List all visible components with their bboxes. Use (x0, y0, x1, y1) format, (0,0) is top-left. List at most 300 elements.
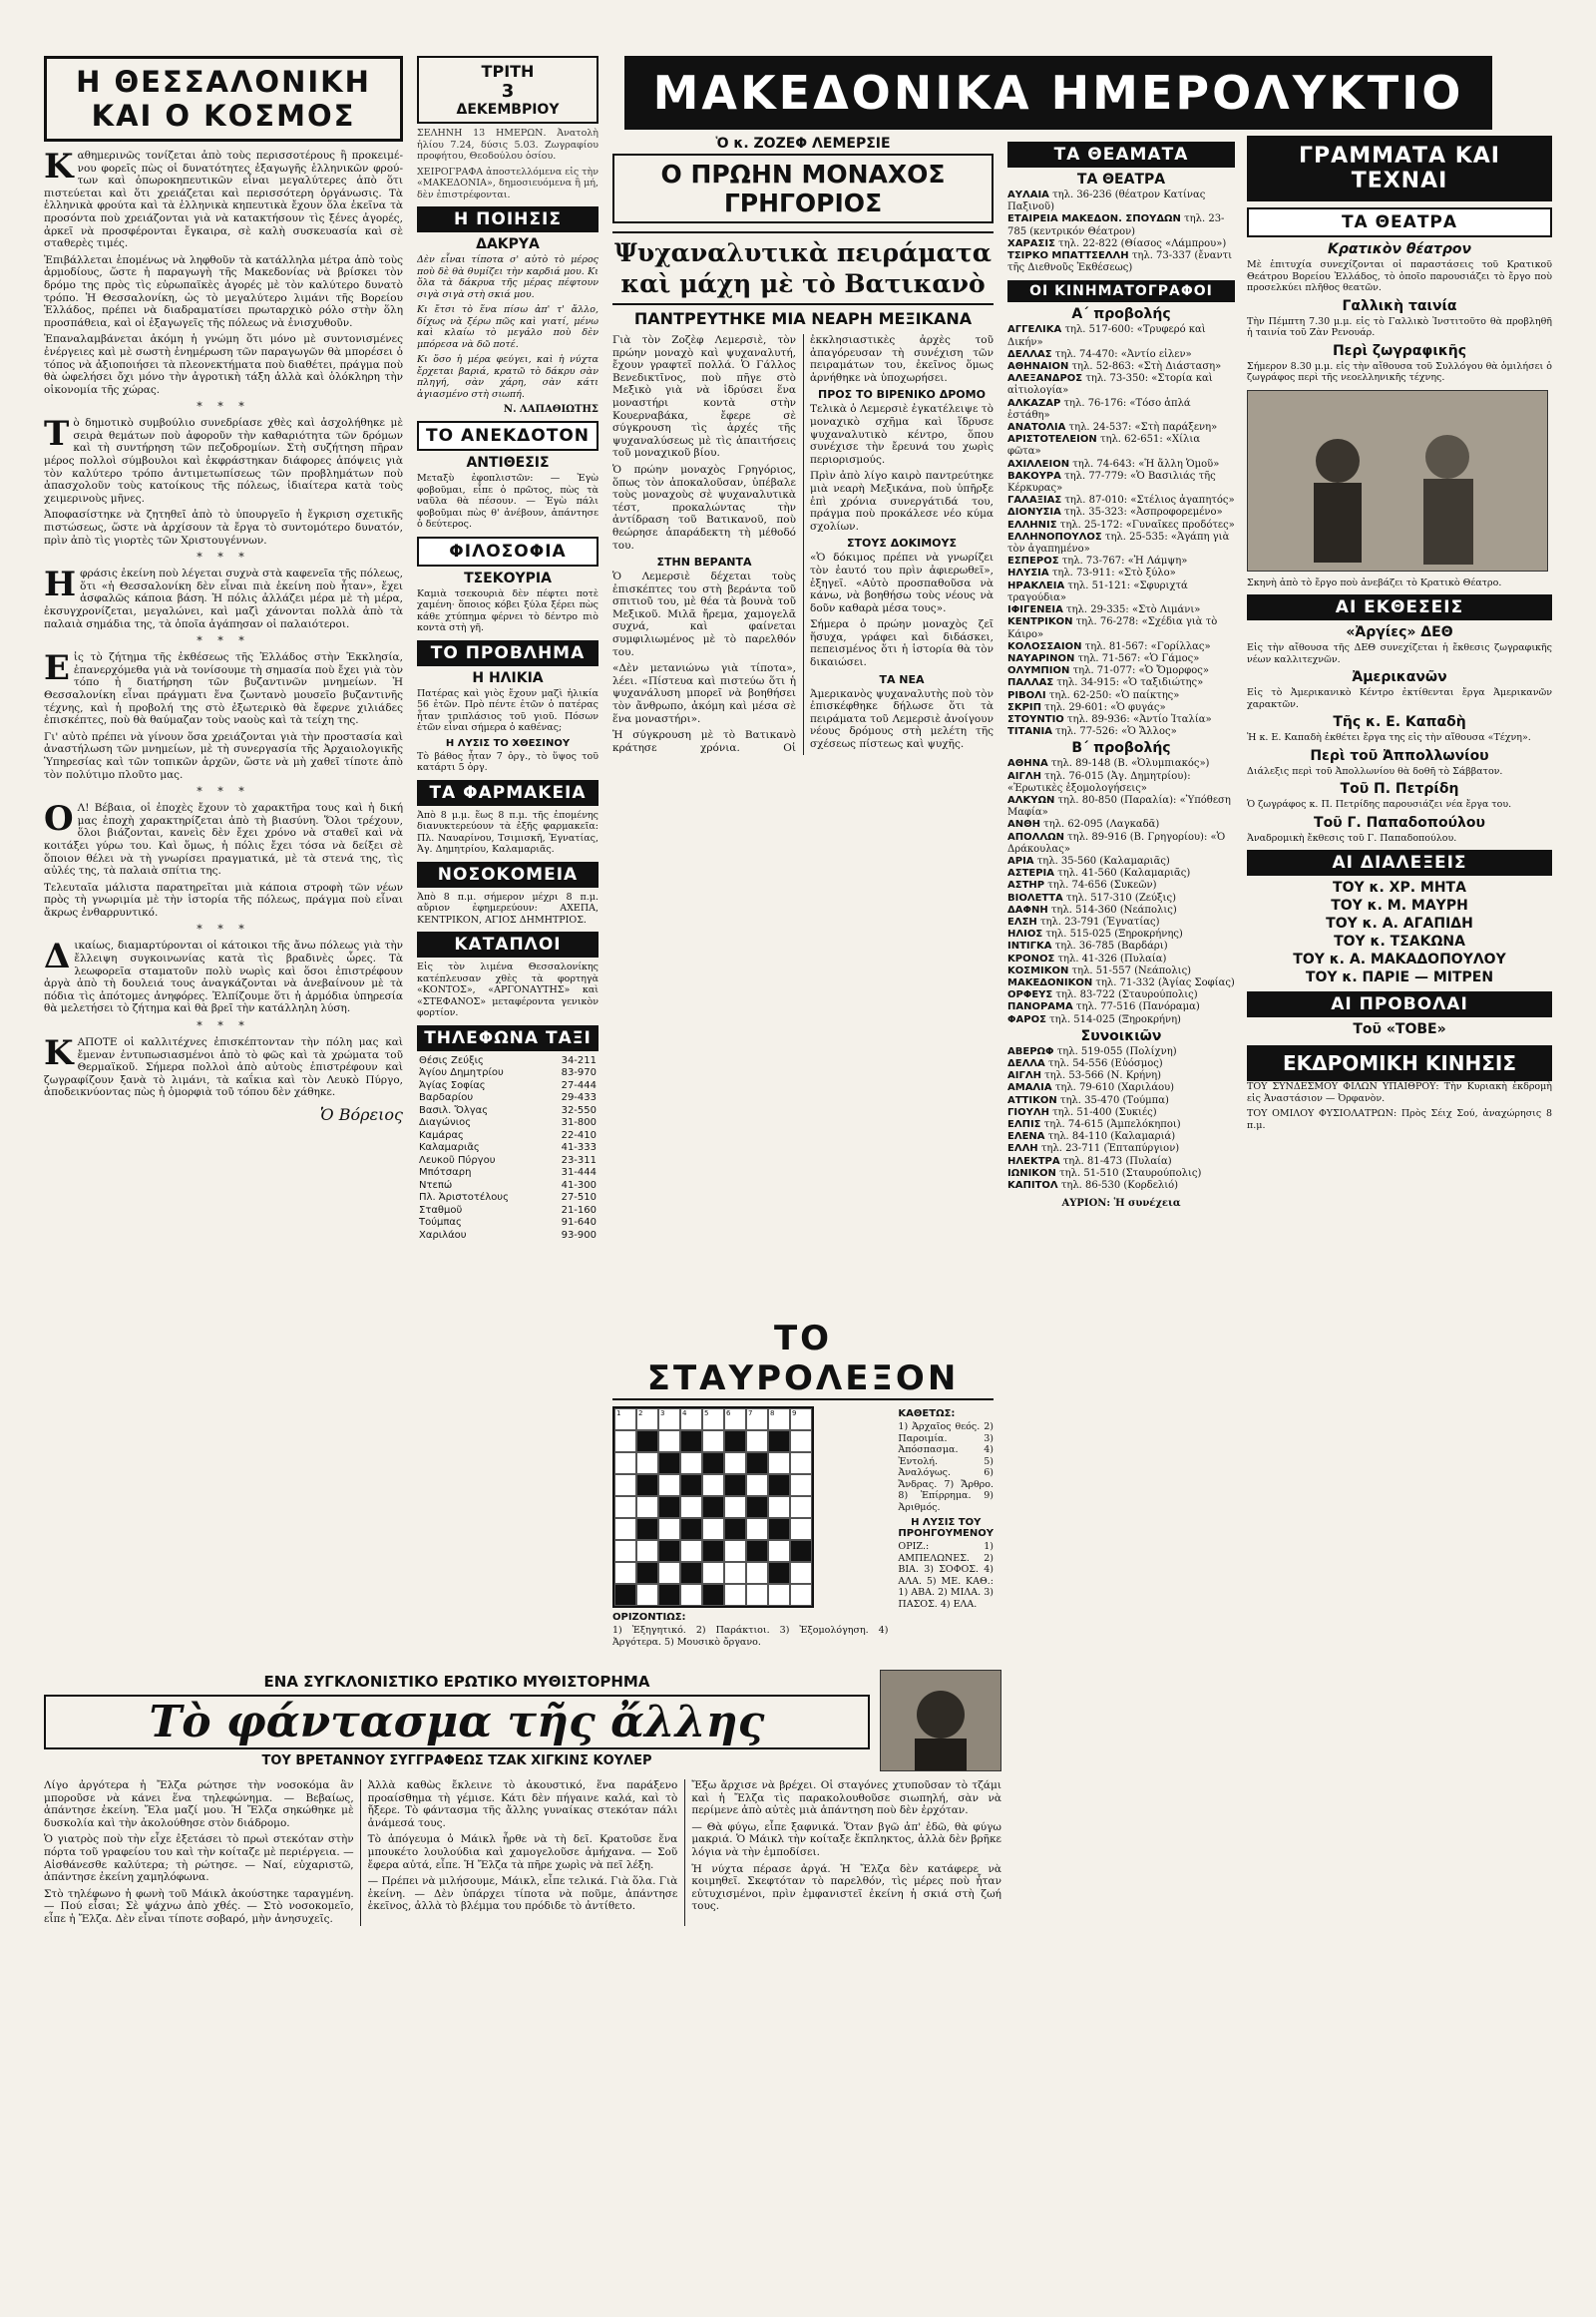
cinema-listing-details: τηλ. 77-779: «Ὁ Βασιλιάς τῆς Κέρκυρας» (1007, 470, 1216, 495)
taxi-stand-number: 27-444 (561, 1079, 597, 1091)
arts-photo (1247, 390, 1548, 572)
crossword-cell[interactable] (680, 1408, 702, 1430)
lead-body: Γιὰ τὸν Ζοζὲφ Λεμερσιὲ, τὸν πρώην μοναχὸ καὶ ψυχαναλυτή, ἔχουν γραφτεῖ πολλά. Ὁ Γάλλος Βενεδικτῖνος, ποὺ πῆγε στὸ Μεξικὸ γιὰ νὰ ἱδρύσει ἕνα μοναστήρι κοντὰ στὴν Κουερναβάκα, ἔφερε σὲ σύγκρουση τὶς ἀρχές τῆς ψυχαναλύσεως μὲ τὶς ἀπαιτήσεις τοῦ μοναχικοῦ βίου. Ὁ πρώην μοναχὸς Γρηγόριος, ὅπως τὸν ἀποκαλοῦσαν, ὑπέβαλε τοὺς μοναχοὺς σὲ ψυχαναλυτικὰ τέστ, προκαλώντας τὴν ἀντίδραση τοῦ Βατικανοῦ, ποὺ θεώρησε ἀπαράδεκτη τὴ μέθοδό του. ΣΤΗΝ ΒΕΡΑΝΤΑ Ὁ Λεμερσιὲ δέχεται τοὺς ἐπισκέπτες του στὴ βεράντα τοῦ σπιτιοῦ του, μὲ θέα τὰ βουνὰ τοῦ Μεξικοῦ. Μιλᾶ ἤρεμα, χαμογελᾶ συχνά, καὶ φαίνεται συμφιλιωμένος μὲ τὸ παρελθόν του. «Δὲν μετανιώνω γιὰ τίποτα», λέει. «Πίστευα καὶ πιστεύω ὅτι ἡ ψυχανάλυση μπορεῖ νὰ βοηθήσει τὸν ἄνθρωπο, ἀκόμη καὶ μέσα σὲ ἕνα μοναστήρι». Ἡ σύγκρουση μὲ τὸ Βατικανὸ κράτησε χρόνια. Οἱ ἐκκλησιαστικὲς ἀρχὲς τοῦ ἀπαγόρευσαν τὴ συνέχιση τῶν πειραμάτων του, ἐκεῖνος ὅμως ἀρνήθηκε νὰ ὑποχωρήσει. ΠΡΟΣ ΤΟ ΒΙΡΕΝΙΚΟ ΔΡΟΜΟ Τελικὰ ὁ Λεμερσιὲ ἐγκατέλειψε τὸ μοναχικὸ σχῆμα καὶ ἵδρυσε ψυχαναλυτικὸ κέντρο, ὅπου συνέχισε τὴν ἔρευνά του χωρὶς περιορισμούς. Πρὶν ἀπὸ λίγο καιρὸ παντρεύτηκε μιὰ νεαρὴ Μεξικάνα, ποὺ ὑπῆρξε ἐπὶ χρόνια συνεργάτιδά του, πράγμα ποὺ προκάλεσε νέο κύμα σχολίων. ΣΤΟΥΣ ΔΟΚΙΜΟΥΣ «Ὁ δόκιμος πρέπει νὰ γνωρίζει τὸν ἑαυτό του πρὶν ἀφιερωθεῖ», ἐξηγεῖ. «Αὐτὸ προσπαθοῦσα νὰ κάνω, νὰ βοηθήσω τοὺς νέους νὰ δοῦν καθαρὰ μέσα τους». Σήμερα ὁ πρώην μοναχὸς ζεῖ ἥσυχα, γράφει καὶ διδάσκει, πεπεισμένος ὅτι ἡ ἱστορία θὰ τὸν δικαιώσει. ΤΑ ΝΕΑ Ἀμερικανὸς ψυχαναλυτὴς ποὺ τὸν ἐπισκέφθηκε δήλωσε ὅτι τὰ πειράματα τοῦ Λεμερσιὲ ἀνοίγουν νέους δρόμους στὴ μελέτη τῆς σχέσεως πίστεως καὶ ψυχῆς. (612, 334, 994, 754)
second-run-listing (1007, 880, 1235, 892)
screenings-head: ΑΙ ΠΡΟΒΟΛΑΙ (1247, 991, 1552, 1017)
lec-4: ΤΟΥ κ. ΤΣΑΚΩΝΑ (1334, 934, 1465, 950)
cinema-listing-title: ΒΑΚΟΥΡΑ (1007, 470, 1061, 482)
second-run-listing-title: ΜΑΚΕΔΟΝΙΚΟΝ (1007, 976, 1093, 988)
cinema-listing-title: ΑΘΗΝΑΙΟΝ (1007, 361, 1069, 373)
taxi-phone-row (417, 1117, 598, 1130)
cinema-listing (1007, 714, 1235, 726)
taxi-stand-number: 31-800 (561, 1117, 597, 1128)
cinema-listing (1007, 373, 1235, 397)
crossword-cell[interactable] (724, 1562, 746, 1584)
taxi-stand-number: 22-410 (561, 1129, 597, 1141)
exh-sub-5: Τοῦ Π. Πετρίδη (1340, 781, 1459, 797)
second-run-listing-title: ΔΑΦΝΗ (1007, 904, 1048, 916)
taxi-stand-number: 31-444 (561, 1167, 597, 1178)
second-run-listing-details: τηλ. 514-025 (Ξηροκρήνη) (1045, 1013, 1181, 1025)
lec-6: ΤΟΥ κ. ΠΑΡΙΕ — ΜΙΤΡΕΝ (1305, 969, 1494, 985)
crossword-cell[interactable] (614, 1408, 636, 1430)
crossword-cell[interactable] (702, 1408, 724, 1430)
crossword-cell[interactable] (636, 1584, 658, 1606)
crossword-cell[interactable] (614, 1562, 636, 1584)
lead-headline: Ο ΠΡΩΗΝ ΜΟΝΑΧΟΣ ΓΡΗΓΟΡΙΟΣ (612, 154, 994, 223)
second-run-listing (1007, 905, 1235, 917)
crossword-number: 4 (682, 1409, 687, 1417)
cinema-listing (1007, 641, 1235, 653)
cinema-listing-title: ΚΟΛΟΣΣΑΙΟΝ (1007, 640, 1082, 652)
suburb-listing-title: ΚΑΠΙΤΟΛ (1007, 1180, 1058, 1192)
crossword-cell[interactable] (746, 1562, 768, 1584)
crossword-block (768, 1430, 790, 1452)
second-run-listing-title: ΑΠΟΛΛΩΝ (1007, 831, 1064, 843)
second-run-listing-title: ΑΣΤΗΡ (1007, 880, 1045, 892)
crossword-block (658, 1452, 680, 1474)
suburb-listing (1007, 1082, 1235, 1094)
theatre-list (1007, 190, 1235, 274)
crossword-cell[interactable] (636, 1496, 658, 1518)
crossword-grid[interactable] (612, 1406, 814, 1608)
problem-head: ΤΟ ΠΡΟΒΛΗΜΑ (417, 640, 598, 666)
taxi-stand-name: Βασιλ. Ὄλγας (419, 1104, 489, 1116)
column-body: Καθημερινῶς τονίζεται ἀπὸ τοὺς περισσοτέρους ἢ προκειμένου φορεῖς πὼς οἱ δυνατότητες ἐξαγωγῆς ἑλληνικῶν φρούτων καὶ ὀπωροκηπευτικῶν εἶναι μεγαλύτερες ἀπὸ ὅτι πιστεύεται καὶ ὅτι χρειάζεται καὶ περισσότερη ὀργάνωσις. Τὰ ἑλληνικὰ φρούτα καὶ τὰ ἑλληνικὰ κηπευτικὰ ἔχουν ὅλα ἐκεῖνα τὰ προσόντα ποὺ χρειάζονται γιὰ νὰ κατακτήσουν τὶς ξένες ἀγορές, ἀρκεῖ νὰ προσφέρονται ἔγκαιρα, σὲ καλὴ συσκευασία καὶ σὲ σταθερὲς τιμές. Ἐπιβάλλεται ἑπομένως νὰ ληφθοῦν τὰ κατάλληλα μέτρα ἀπὸ τοὺς ἁρμοδίους, ὥστε ἡ παραγωγὴ τῆς Μακεδονίας νὰ βρίσκει τὸν δρόμο της πρὸς τὶς εὐρωπαϊκὲς ἀγορές μὲ τὸν καλύτερο δυνατὸ τρόπο. Ἡ Θεσσαλονίκη, ὡς τὸ μεγαλύτερο λιμάνι τῆς Βορείου Ἑλλάδος, πρέπει νὰ διαδραματίσει πρωταρχικὸ ρόλο στὴν ὅλη προσπάθεια, καὶ οἱ ἐξαγωγεῖς τῆς πόλεως νὰ ἐνισχυθοῦν. Ἐπαναλαμβάνεται ἀκόμη ἡ γνώμη ὅτι μόνο μὲ συντονισμένες ἐνέργειες καὶ μὲ σωστὴ ἐνημέρωση τῶν παραγωγῶν θὰ μπορέσει ὁ τόπος νὰ ἀξιοποιήσει τὰ πλεονεκτήματα ποὺ διαθέτει, πράγμα ποὺ θὰ ὠφελήσει ὄχι μόνο τὴν ἀγροτικὴ τάξη ἀλλὰ καὶ ὁλόκληρη τὴν οἰκονομία τῆς χώρας. * * * Τὸ δημοτικὸ συμβούλιο συνεδρίασε χθὲς καὶ ἀσχολήθηκε μὲ σειρὰ θεμάτων ποὺ ἀφοροῦν τὴν καθαριότητα τῶν δρόμων καὶ τὴ συντήρηση τῶν πεζοδρομίων. Στὴ συζήτηση πῆραν μέρος πολλοὶ σύμβουλοι καὶ ἐκφράστηκαν διάφορες ἀπόψεις γιὰ τὸν καλύτερο τρόπο ἀντιμετωπίσεως τῶν προβλημάτων ποὺ ἀπασχολοῦν τοὺς κατοίκους τῆς πόλεως, ἰδιαίτερα κατὰ τοὺς χειμερινοὺς μῆνες. Ἀποφασίστηκε νὰ ζητηθεῖ ἀπὸ τὸ ὑπουργεῖο ἡ ἔγκριση σχετικῆς πιστώσεως, ὥστε νὰ ἀρχίσουν τὰ ἔργα τὸ συντομότερο δυνατόν, πρὶν ἀπὸ τὶς γιορτὲς τῶν Χριστουγέννων. * * * Η φράσις ἐκείνη ποὺ λέγεται συχνὰ στὰ καφενεῖα τῆς πόλεως, ὅτι «ἡ Θεσσαλονίκη δὲν εἶναι πιὰ ἐκείνη ποὺ ἦταν», ἔχει ἀσφαλῶς κάποια βάση. Ἡ πόλις ἀλλάζει μέρα μὲ τὴ μέρα, ἐκσυγχρονίζεται, μεγαλώνει, καὶ μαζὶ χάνονται πολλὰ ἀπὸ τὰ παλαιὰ σημάδια της, τὰ ὁποῖα ἀγάπησαν οἱ παλαιότεροι. * * * Εἰς τὸ ζήτημα τῆς ἐκθέσεως τῆς Ἑλλάδος στὴν Ἐκκλησία, ἐπανερχόμεθα γιὰ νὰ τονίσουμε τὴ σημασία ποὺ ἔχει γιὰ τὸν τόπο ἡ διατήρηση τῶν βυζαντινῶν μνημείων. Ἡ Θεσσαλονίκη εἶναι πράγματι ἕνα ζωντανὸ μουσεῖο βυζαντινῆς τέχνης, καὶ ἡ προβολή της στὸ ἐξωτερικὸ θὰ ἔφερνε χιλιάδες ἐπισκέπτες, ποὺ θὰ θαύμαζαν τοὺς ναοὺς καὶ τὰ τείχη της. Γι' αὐτὸ πρέπει νὰ γίνουν ὅσα χρειάζονται γιὰ τὴν προστασία καὶ ἀναστήλωση τῶν μνημείων, μὲ τὴ συνεργασία τῆς Ἀρχαιολογικῆς Ὑπηρεσίας καὶ τῶν τοπικῶν ἀρχῶν, ὥστε νὰ μὴ χαθεῖ τίποτε ἀπὸ τὸν πολύτιμο πλοῦτο μας. * * * Ο Λ! Βέβαια, οἱ ἐποχὲς ἔχουν τὸ χαρακτῆρα τους καὶ ἡ δική μας ἐποχὴ χαρακτηρίζεται ἀπὸ τὴ βιασύνη. Ὅλοι τρέχουν, ὅλοι βιάζονται, κανεὶς δὲν ἔχει χρόνο νὰ σταθεῖ καὶ νὰ κοιτάξει γύρω του. Καὶ ὅμως, ἡ πόλις ἔχει τόσα νὰ δείξει σὲ ὅποιον θέλει νὰ τὴ γνωρίσει πραγματικά, μὲ τὰ στενά της, τὶς αὐλές της, τὰ παλαιὰ σπίτια της. Τελευταῖα μάλιστα παρατηρεῖται μιὰ κάποια στροφὴ τῶν νέων πρὸς τὴ γνωριμία μὲ τὴν ἱστορία τῆς πόλεως, πράγμα ποὺ εἶναι ἄκρως ἐνθαρρυντικό. * * * Δικαίως, διαμαρτύρονται οἱ κάτοικοι τῆς ἄνω πόλεως γιὰ τὴν ἔλλειψη συγκοινωνίας κατὰ τὶς βραδινὲς ὧρες. Τὰ λεωφορεῖα σταματοῦν πολὺ νωρὶς καὶ ὅσοι ἐπιστρέφουν ἀργὰ ἀπὸ τὴ δουλειά τους ἀναγκάζονται νὰ ἀνεβαίνουν μὲ τὰ πόδια τὶς ἀπότομες ἀνηφόρες. Ἐλπίζουμε ὅτι ἡ ἁρμόδια ὑπηρεσία θὰ μελετήσει τὸ ζήτημα καὶ θὰ βρεῖ τὴν κατάλληλη λύση. * * * ΚΑΠΟΤΕ οἱ καλλιτέχνες ἐπισκέπτονταν τὴν πόλη μας καὶ ἔμεναν ἐντυπωσιασμένοι ἀπὸ τὸ φῶς καὶ τὰ χρώματα τοῦ Θερμαϊκοῦ. Σήμερα πολλοὶ ἀπὸ αὐτοὺς ἐπιστρέφουν καὶ ζωγραφίζουν ξανὰ τὸ λιμάνι, τὰ καΐκια καὶ τὸν Λευκὸ Πύργο, ἀποδεικνύοντας πὼς ἡ ὀμορφιὰ τοῦ τόπου δὲν χάθηκε. (44, 147, 403, 1099)
crossword-cell[interactable] (746, 1584, 768, 1606)
cinema-listing (1007, 471, 1235, 495)
crossword-block (768, 1474, 790, 1496)
crossword-cell[interactable] (614, 1518, 636, 1540)
crossword-cell[interactable] (790, 1430, 812, 1452)
taxi-phone-row (417, 1205, 598, 1218)
second-run-listing (1007, 977, 1235, 989)
cinema-listing (1007, 434, 1235, 458)
second-run-listing-title: ΑΡΙΑ (1007, 855, 1034, 867)
crossword-cell[interactable] (658, 1430, 680, 1452)
cinema-listing-title: ΣΤΟΥΝΤΙΟ (1007, 713, 1064, 725)
second-run-listing (1007, 917, 1235, 929)
cinemas-head: ΟΙ ΚΙΝΗΜΑΤΟΓΡΑΦΟΙ (1007, 280, 1235, 302)
cinema-listing-title: ΑΓΓΕΛΙΚΑ (1007, 324, 1062, 336)
suburb-listing-details: τηλ. 53-566 (Ν. Κρήνη) (1040, 1070, 1162, 1082)
crossword-cell[interactable] (768, 1584, 790, 1606)
first-run-head: Α΄ προβολής (1071, 306, 1171, 323)
taxi-stand-number: 93-900 (561, 1229, 597, 1241)
crossword-number: 5 (704, 1409, 709, 1417)
crossword-cell[interactable] (680, 1584, 702, 1606)
crossword-cell[interactable] (614, 1540, 636, 1562)
taxi-stand-name: Χαριλάου (419, 1229, 467, 1241)
second-run-listing (1007, 941, 1235, 953)
crossword-cell[interactable] (614, 1430, 636, 1452)
theatre-scene-image (1248, 391, 1547, 571)
suburb-listing-title: ΑΤΤΙΚΟΝ (1007, 1094, 1057, 1106)
crossword-cell[interactable] (724, 1584, 746, 1606)
theatre-listing-details: τηλ. 22-822 (Θίασος «Λάμπρου») (1054, 237, 1227, 249)
crossword-cell[interactable] (658, 1408, 680, 1430)
masthead: ΜΑΚΕΔΟΝΙΚΑ ΗΜΕΡΟΛΥΚΤΙΟ (624, 56, 1492, 130)
suburb-listing (1007, 1107, 1235, 1119)
theatre-listing (1007, 238, 1235, 250)
exh-sub-2: Ἀμερικανῶν (1352, 669, 1447, 685)
cinema-listing-title: ΓΑΛΑΞΙΑΣ (1007, 495, 1062, 507)
cinema-listing-title: ΕΛΛΗΝΟΠΟΥΛΟΣ (1007, 531, 1102, 543)
cinema-listing (1007, 422, 1235, 434)
second-run-listing-title: ΒΙΟΛΕΤΤΑ (1007, 892, 1063, 904)
suburb-listing (1007, 1046, 1235, 1058)
arts-head: ΓΡΑΜΜΑΤΑ ΚΑΙ ΤΕΧΝΑΙ (1247, 136, 1552, 201)
second-run-listing (1007, 832, 1235, 856)
date-box (417, 56, 598, 124)
cinema-listing-title: ΗΡΑΚΛΕΙΑ (1007, 579, 1065, 591)
crossword-title: ΤΟ ΣΤΑΥΡΟΛΕΞΟΝ (612, 1319, 994, 1400)
taxi-stand-number: 32-550 (561, 1104, 597, 1116)
theatre-listing-details: τηλ. 23-785 (κεντρικόν Θέατρον) (1007, 213, 1225, 237)
second-run-listing (1007, 965, 1235, 977)
crossword-cell[interactable] (746, 1430, 768, 1452)
crossword-cell[interactable] (702, 1518, 724, 1540)
second-run-listing (1007, 819, 1235, 831)
crossword-cell[interactable] (724, 1540, 746, 1562)
theatre-listing-details: τηλ. 73-337 (ἔναντι τῆς Διεθνοῦς Ἐκθέσεως) (1007, 250, 1233, 274)
anecdote-title: ΑΝΤΙΘΕΣΙΣ (466, 455, 550, 471)
taxi-phones-table (417, 1055, 598, 1243)
cinema-listing-details: τηλ. 87-010: «Στέλιος ἀγαπητός» (1061, 495, 1235, 507)
crossword-cell[interactable] (658, 1562, 680, 1584)
crossword-cell[interactable] (658, 1518, 680, 1540)
cinema-listing-title: ΑΧΙΛΛΕΙΟΝ (1007, 458, 1070, 470)
taxi-phone-row (417, 1092, 598, 1105)
hospitals-head: ΝΟΣΟΚΟΜΕΙΑ (417, 862, 598, 888)
crossword-cell[interactable] (702, 1474, 724, 1496)
cinema-listing-details: τηλ. 71-567: «Ὁ Γάμος» (1074, 652, 1200, 664)
poetry-title: ΔΑΚΡΥΑ (476, 236, 540, 252)
suburb-listing-details: τηλ. 74-615 (Ἀμπελόκηποι) (1040, 1119, 1181, 1131)
crossword-block (680, 1474, 702, 1496)
poetry-head: Η ΠΟΙΗΣΙΣ (417, 206, 598, 232)
second-run-listing-title: ΑΙΓΛΗ (1007, 770, 1041, 782)
crossword-cell[interactable] (614, 1452, 636, 1474)
crossword-section: ΤΟ ΣΤΑΥΡΟΛΕΞΟΝ 1 2 3 4 5 6 7 8 9 ΟΡΙΖΟΝΤΙΩΣ: 1) Ἐξηγητικό. 2) Παράκτιοι. 3) Ἐξομολόγηση. 4) Ἀργότερα. 5) Μουσικὸ ὄργανο. ΚΑΘΕΤΩΣ: 1) Ἀρχαῖος θεός. 2) Παροιμία. 3) Ἀπόσπασμα. 4) Ἐντολή. 5) Ἀναλόγως. 6) Ἄνδρας. 7) Ἄρθρο. 8) Ἐπίρρημα. 9) Ἀριθμός. Η ΛΥΣΙΣ ΤΟΥ ΠΡΟΗΓΟΥΜΕΝΟΥ ΟΡΙΖ.: 1) ΑΜΠΕΛΩΝΕΣ. 2) ΒΙΑ. 3) ΣΟΦΟΣ. 4) ΑΛΑ. 5) ΜΕ. ΚΑΘ.: 1) ΑΒΑ. 2) ΜΙΛΑ. 3) ΠΑΣΟΣ. 4) ΕΛΑ. (612, 1319, 994, 1648)
crossword-number: 9 (792, 1409, 797, 1417)
suburb-listing-title: ΕΛΛΗ (1007, 1143, 1038, 1155)
second-run-listing-title: ΕΛΣΗ (1007, 916, 1037, 928)
serial-byline: ΤΟΥ ΒΡΕΤΑΝΝΟΥ ΣΥΓΓΡΑΦΕΩΣ ΤΖΑΚ ΧΙΓΚΙΝΣ ΚΟΥΛΕΡ (261, 1753, 652, 1768)
second-run-listing-details: τηλ. 36-785 (Βαρδάρι) (1051, 941, 1168, 953)
column-thessaloniki (44, 56, 403, 1657)
cinema-listing-title: ΠΑΛΛΑΣ (1007, 677, 1054, 689)
second-run-list (1007, 758, 1235, 1025)
cinema-listing (1007, 520, 1235, 532)
crossword-cell[interactable] (614, 1496, 636, 1518)
cinema-listing-title: ΑΡΙΣΤΟΤΕΛΕΙΟΝ (1007, 434, 1097, 446)
second-run-listing-details: τηλ. 77-516 (Πανόραμα) (1072, 1001, 1200, 1013)
cinema-listing-title: ΑΛΕΞΑΝΔΡΟΣ (1007, 373, 1083, 385)
second-run-listing-title: ΑΘΗΝΑ (1007, 758, 1048, 770)
suburb-listing-details: τηλ. 51-510 (Σταυρούπολις) (1055, 1167, 1202, 1179)
second-run-listing-details: τηλ. 514-360 (Νεάπολις) (1047, 904, 1177, 916)
date-month: ΔΕΚΕΜΒΡΙΟΥ (456, 102, 560, 118)
crossword-cell[interactable] (680, 1496, 702, 1518)
suburb-listing-title: ΑΜΑΛΙΑ (1007, 1082, 1052, 1094)
crossword-cell[interactable] (724, 1452, 746, 1474)
crossword-cell[interactable] (768, 1408, 790, 1430)
second-run-listing (1007, 868, 1235, 880)
suburb-listing-details: τηλ. 51-400 (Συκιές) (1048, 1106, 1157, 1118)
crossword-block (614, 1584, 636, 1606)
theatre-listing (1007, 213, 1235, 237)
cinema-listing-title: ΗΛΥΣΙΑ (1007, 568, 1049, 579)
crossword-block (680, 1562, 702, 1584)
crossword-cell[interactable] (790, 1408, 812, 1430)
cinema-listing-title: ΕΣΠΕΡΟΣ (1007, 556, 1059, 568)
second-run-listing-title: ΠΑΝΟΡΑΜΑ (1007, 1001, 1073, 1013)
crossword-cell[interactable] (680, 1452, 702, 1474)
crossword-cell[interactable] (702, 1430, 724, 1452)
crossword-cell[interactable] (724, 1408, 746, 1430)
cinema-listing (1007, 604, 1235, 616)
taxi-stand-name: Θέσις Ζεύξις (419, 1054, 484, 1066)
crossword-cell[interactable] (746, 1474, 768, 1496)
second-run-listing-details: τηλ. 35-560 (Καλαμαριᾶς) (1033, 855, 1170, 867)
shows-head: ΤΑ ΘΕΑΜΑΤΑ (1007, 142, 1235, 168)
crossword-block (746, 1452, 768, 1474)
lead-sub-novices: ΣΤΟΥΣ ΔΟΚΙΜΟΥΣ (847, 537, 957, 551)
theatres-head: ΤΑ ΘΕΑΤΡΑ (1076, 172, 1166, 188)
crossword-block (636, 1518, 658, 1540)
cinema-listing (1007, 459, 1235, 471)
crossword-block (680, 1430, 702, 1452)
suburb-listing-title: ΑΒΕΡΩΦ (1007, 1045, 1054, 1057)
taxi-phone-row (417, 1142, 598, 1155)
taxi-stand-number: 29-433 (561, 1092, 597, 1103)
taxi-phone-row (417, 1055, 598, 1068)
serial-section (44, 1670, 1001, 2288)
suburb-listing-title: ΗΛΕΚΤΡΑ (1007, 1155, 1060, 1167)
cinema-listing (1007, 495, 1235, 507)
cinema-listing-details: τηλ. 34-915: «Ὁ ταξιδιώτης» (1053, 677, 1204, 689)
cinema-listing-details: τηλ. 517-600: «Τρυφερό καὶ Δικήν» (1007, 324, 1206, 348)
shows-column (1007, 136, 1235, 2280)
cinema-listing-title: ΣΚΡΙΠ (1007, 701, 1041, 713)
crossword-block (658, 1496, 680, 1518)
serial-portrait (880, 1670, 1001, 1771)
suburb-listing-details: τηλ. 81-473 (Πυλαία) (1059, 1155, 1172, 1167)
theatre-listing-details: τηλ. 36-236 (θέατρον Κατίνας Παξινοῦ) (1007, 190, 1206, 213)
taxi-phone-row (417, 1130, 598, 1143)
suburb-listing-details: τηλ. 23-711 (Ἐπταπύργιον) (1037, 1143, 1180, 1155)
taxi-stand-number: 41-333 (561, 1142, 597, 1153)
lec-3: ΤΟΥ κ. Α. ΑΓΑΠΙΔΗ (1326, 916, 1473, 932)
second-run-listing (1007, 954, 1235, 965)
suburb-listing-title: ΔΕΛΛΑ (1007, 1058, 1045, 1069)
cinema-listing (1007, 702, 1235, 714)
taxi-stand-name: Ἀγίας Σοφίας (419, 1079, 486, 1091)
cinema-listing-details: τηλ. 51-121: «Σφυριχτά τραγούδια» (1007, 579, 1188, 603)
crossword-cell[interactable] (746, 1518, 768, 1540)
suburb-listing (1007, 1131, 1235, 1143)
crossword-cell[interactable] (790, 1496, 812, 1518)
cinema-listing-details: τηλ. 76-278: «Σχέδια γιὰ τὸ Κάιρο» (1007, 616, 1218, 640)
crossword-number: 7 (748, 1409, 753, 1417)
crossword-number: 8 (770, 1409, 775, 1417)
suburb-listing-details: τηλ. 54-556 (Εὐόσμος) (1044, 1058, 1163, 1069)
suburb-listing-details: τηλ. 35-470 (Τούμπα) (1056, 1094, 1169, 1106)
crossword-number: 3 (660, 1409, 665, 1417)
taxi-phone-row (417, 1105, 598, 1118)
crossword-block (636, 1474, 658, 1496)
cinema-listing (1007, 398, 1235, 422)
screen-sub: Τοῦ «ΤΟΒΕ» (1353, 1021, 1446, 1037)
suburb-listing (1007, 1143, 1235, 1155)
crossword-cell[interactable] (702, 1562, 724, 1584)
cinema-listing (1007, 616, 1235, 640)
crossword-block (768, 1562, 790, 1584)
suburb-listing (1007, 1180, 1235, 1192)
cinema-listing (1007, 507, 1235, 519)
crossword-block (724, 1430, 746, 1452)
suburb-listing (1007, 1070, 1235, 1082)
arrivals-head: ΚΑΤΑΠΛΟΙ (417, 932, 598, 958)
second-run-head: Β΄ προβολής (1071, 740, 1171, 757)
crossword-cell[interactable] (680, 1540, 702, 1562)
taxi-stand-number: 83-970 (561, 1067, 597, 1078)
cinema-listing-details: τηλ. 25-172: «Γυναῖκες προδότες» (1056, 519, 1235, 531)
cinema-listing-details: τηλ. 62-651: «Χίλια φῶτα» (1007, 434, 1201, 458)
cinema-listing (1007, 324, 1235, 348)
exhibitions-head: ΑΙ ΕΚΘΕΣΕΙΣ (1247, 594, 1552, 620)
taxi-stand-number: 27-510 (561, 1192, 597, 1203)
second-run-listing-details: τηλ. 41-560 (Καλαμαριᾶς) (1054, 868, 1191, 880)
crossword-cell[interactable] (790, 1518, 812, 1540)
crossword-cell[interactable] (746, 1408, 768, 1430)
crossword-block (636, 1430, 658, 1452)
problem-solution-head: Η ΛΥΣΙΣ ΤΟ ΧΘΕΣΙΝΟΥ (445, 737, 571, 749)
taxi-phone-row (417, 1080, 598, 1093)
crossword-cell[interactable] (724, 1496, 746, 1518)
column-headline: Η ΘΕΣΣΑΛΟΝΙΚΗ ΚΑΙ Ο ΚΟΣΜΟΣ (44, 56, 403, 142)
crossword-cell[interactable] (636, 1452, 658, 1474)
column-briefs: ΤΡΙΤΗ 3 ΔΕΚΕΜΒΡΙΟΥ ΣΕΛΗΝΗ 13 ΗΜΕΡΩΝ. Ἀνατολὴ ἡλίου 7.24, δύσις 5.03. Ζωγραφίου προφήτου, Θεοδούλου ὁσίου. ΧΕΙΡΟΓΡΑΦΑ ἀποστελλόμενα εἰς τὴν «ΜΑΚΕΔΟΝΙΑ», δημοσιευόμενα ἢ μή, δὲν ἐπιστρέφονται. Η ΠΟΙΗΣΙΣ ΔΑΚΡΥΑ Δὲν εἶναι τίποτα σ' αὐτὸ τὸ μέρος ποὺ δὲ θὰ θυμίζει τὴν καρδιά μου. Κι ὅλα τὰ δάκρυα τῆς μέρας πέφτουν σιγὰ σιγὰ στὴ σκιά μου. Κι ἔτσι τὸ ἕνα πίσω ἀπ' τ' ἄλλο, δίχως νὰ ξέρω πῶς καὶ γιατί, μένω καὶ κλαίω τὸ μεγάλο ποὺ δὲν μπόρεσα νὰ δῶ ποτέ. Κι ὅσο ἡ μέρα φεύγει, καὶ ἡ νύχτα ἔρχεται βαριά, κρατῶ τὸ δάκρυ σὰν πληγή, σὰν χάρη, σὰν κάτι ἀγιασμένο στὴ σιωπή. Ν. ΛΑΠΑΘΙΩΤΗΣ ΤΟ ΑΝΕΚΔΟΤΟΝ ΑΝΤΙΘΕΣΙΣ Μεταξὺ ἐφοπλιστῶν: — Ἐγὼ φοβοῦμαι, εἶπε ὁ πρῶτος, πὼς τὰ ναῦλα θὰ πέσουν. — Ἐγὼ πάλι φοβοῦμαι πὼς θ' ἀνέβουν, ἀπάντησε ὁ δεύτερος. ΦΙΛΟΣΟΦΙΑ ΤΣΕΚΟΥΡΙΑ Καμιὰ τσεκουριὰ δὲν πέφτει ποτὲ χαμένη· ὅποιος κόβει ξύλα ξέρει πὼς κάθε χτύπημα φέρνει τὸ δέντρο πιὸ κοντὰ στὴ γῆ. ΤΟ ΠΡΟΒΛΗΜΑ Η ΗΛΙΚΙΑ Πατέρας καὶ γιὸς ἔχουν μαζὶ ἡλικία 56 ἐτῶν. Πρὸ πέντε ἐτῶν ὁ πατέρας ἦταν τριπλάσιος τοῦ γιοῦ. Πόσων ἐτῶν εἶναι σήμερα ὁ καθένας; Η ΛΥΣΙΣ ΤΟ ΧΘΕΣΙΝΟΥ Τὸ βάθος ἦταν 7 ὀργ., τὸ ὕψος τοῦ κατάρτι 5 ὀργ. ΤΑ ΦΑΡΜΑΚΕΙΑ Ἀπὸ 8 μ.μ. ἕως 8 π.μ. τῆς ἐπομένης διανυκτερεύουν τὰ ἑξῆς φαρμακεῖα: Πλ. Ναυαρίνου, Τσιμισκῆ, Ἐγνατίας, Ἀγ. Δημητρίου, Καλαμαριᾶς. ΝΟΣΟΚΟΜΕΙΑ Ἀπὸ 8 π.μ. σήμερον μέχρι 8 π.μ. αὔριον ἐφημερεύουν: ΑΧΕΠΑ, ΚΕΝΤΡΙΚΟΝ, ΑΓΙΟΣ ΔΗΜΗΤΡΙΟΣ. ΚΑΤΑΠΛΟΙ Εἰς τὸν λιμένα Θεσσαλονίκης κατέπλευσαν χθὲς τὰ φορτηγὰ «ΚΟΝΤΟΣ», «ΑΡΓΟΝΑΥΤΗΣ» καὶ «ΣΤΕΦΑΝΟΣ» μεταφέροντα γενικὸν φορτίον. ΤΗΛΕΦΩΝΑ ΤΑΞΙ Θέσις Ζεύξις 34-211 Ἀγίου Δημητρίου 83-970 Ἀγίας Σοφίας 27-444 Βαρδαρίου 29-433 Βασιλ. Ὄλγας 32-550 Διαγώνιος 31-800 Καμάρας 22-410 Καλαμαριᾶς 41-333 Λευκοῦ Πύργου 23-311 Μπότσαρη 31-444 Ντεπώ 41-300 Πλ. Ἀριστοτέλους 27-510 Σταθμοῦ 21-160 Τούμπας 91-640 Χαριλάου 93-900 (417, 56, 598, 1657)
taxi-stand-name: Διαγώνιος (419, 1117, 472, 1128)
suburb-listing (1007, 1058, 1235, 1070)
cinema-listing (1007, 653, 1235, 665)
taxi-phone-row (417, 1067, 598, 1080)
cinema-listing-title: ΡΙΒΟΛΙ (1007, 689, 1046, 701)
crossword-cell[interactable] (790, 1452, 812, 1474)
crossword-down-head: ΚΑΘΕΤΩΣ: (898, 1408, 956, 1419)
cinema-listing-details: τηλ. 24-537: «Στὴ παράξενη» (1065, 422, 1218, 434)
arts-theatre-sub: Κρατικὸν θέατρον (1328, 241, 1471, 257)
cinema-listing-title: ΝΑΥΑΡΙΝΟΝ (1007, 652, 1075, 664)
crossword-cell[interactable] (636, 1408, 658, 1430)
cinema-listing-details: τηλ. 77-526: «Ὁ Ἄλλος» (1051, 726, 1177, 738)
cinema-listing-details: τηλ. 29-601: «Ὁ φυγάς» (1041, 701, 1166, 713)
serial-portrait-image (881, 1671, 1000, 1770)
taxi-stand-name: Μπότσαρη (419, 1167, 472, 1178)
crossword-cell[interactable] (790, 1474, 812, 1496)
column-signature: Ὁ Βόρειος (319, 1105, 403, 1124)
cinema-listing (1007, 568, 1235, 579)
cinema-listing-title: ΑΝΑΤΟΛΙΑ (1007, 422, 1066, 434)
taxi-phone-row (417, 1217, 598, 1230)
cinema-listing-details: τηλ. 71-077: «Ὁ Ὄμορφος» (1069, 665, 1209, 677)
taxi-phone-row (417, 1155, 598, 1168)
crossword-number: 1 (616, 1409, 621, 1417)
philosophy-head: ΦΙΛΟΣΟΦΙΑ (417, 537, 598, 567)
crossword-cell[interactable] (768, 1496, 790, 1518)
cinema-listing-details: τηλ. 89-936: «Ἀντίο Ἰταλία» (1063, 713, 1212, 725)
taxi-phone-row (417, 1180, 598, 1193)
suburbs-head: Συνοικιῶν (1080, 1027, 1162, 1044)
crossword-block (724, 1474, 746, 1496)
lead-sub-road: ΠΡΟΣ ΤΟ ΒΙΡΕΝΙΚΟ ΔΡΟΜΟ (818, 388, 986, 402)
suburb-listing (1007, 1095, 1235, 1107)
crossword-number: 2 (638, 1409, 643, 1417)
second-run-listing-title: ΙΝΤΙΓΚΑ (1007, 941, 1052, 953)
taxi-stand-name: Σταθμοῦ (419, 1204, 463, 1216)
suburb-listing-details: τηλ. 84-110 (Καλαμαριά) (1044, 1131, 1176, 1143)
cinema-listing-title: ΚΕΝΤΡΙΚΟΝ (1007, 616, 1073, 628)
taxi-stand-name: Τούμπας (419, 1217, 462, 1228)
shows-footer: ΑΥΡΙΟΝ: Ἡ συνέχεια (1061, 1198, 1181, 1210)
crossword-cell[interactable] (768, 1540, 790, 1562)
crossword-block (724, 1518, 746, 1540)
crossword-block (702, 1584, 724, 1606)
second-run-listing-details: τηλ. 62-095 (Λαγκαδᾶ) (1039, 819, 1160, 831)
second-run-listing-details: τηλ. 89-916 (Β. Γρηγορίου): «Ὁ Δράκουλας» (1007, 831, 1226, 855)
taxi-stand-name: Καμάρας (419, 1129, 464, 1141)
taxi-stand-number: 21-160 (561, 1204, 597, 1216)
crossword-cell[interactable] (658, 1474, 680, 1496)
second-run-listing (1007, 856, 1235, 868)
suburb-listing (1007, 1119, 1235, 1131)
crossword-cell[interactable] (790, 1584, 812, 1606)
problem-title: Η ΗΛΙΚΙΑ (472, 669, 544, 686)
second-run-listing (1007, 1014, 1235, 1026)
date-weekday: ΤΡΙΤΗ (481, 62, 535, 81)
arts-sub-french: Γαλλικὴ ταινία (1342, 297, 1457, 314)
cinema-listing-details: τηλ. 73-350: «Στορία καὶ αἰτιολογία» (1007, 373, 1213, 397)
second-run-listing (1007, 1001, 1235, 1013)
second-run-listing (1007, 771, 1235, 795)
suburb-listing-title: ΕΛΠΙΣ (1007, 1119, 1041, 1131)
taxi-stand-name: Ἀγίου Δημητρίου (419, 1067, 504, 1078)
pharmacies-head: ΤΑ ΦΑΡΜΑΚΕΙΑ (417, 780, 598, 806)
crossword-cell[interactable] (614, 1474, 636, 1496)
exh-sub-1: «Ἀργίες» ΔΕΘ (1346, 624, 1453, 640)
crossword-cell[interactable] (768, 1452, 790, 1474)
excursions-head: ΕΚΔΡΟΜΙΚΗ ΚΙΝΗΣΙΣ (1247, 1045, 1552, 1081)
crossword-cell[interactable] (636, 1540, 658, 1562)
lec-1: ΤΟΥ κ. ΧΡ. ΜΗΤΑ (1333, 880, 1466, 896)
suburb-listing-title: ΙΩΝΙΚΟΝ (1007, 1167, 1056, 1179)
crossword-block (702, 1496, 724, 1518)
second-run-listing-title: ΑΛΚΥΩΝ (1007, 794, 1055, 806)
lead-sub-news: ΤΑ ΝΕΑ (879, 672, 925, 686)
cinema-listing (1007, 665, 1235, 677)
cinema-listing-title: ΕΛΛΗΝΙΣ (1007, 519, 1057, 531)
second-run-listing-title: ΑΝΘΗ (1007, 819, 1040, 831)
suburb-listing-title: ΑΙΓΛΗ (1007, 1070, 1041, 1082)
crossword-cell[interactable] (790, 1562, 812, 1584)
lec-5: ΤΟΥ κ. Α. ΜΑΚΑΔΟΠΟΥΛΟΥ (1293, 952, 1506, 967)
cinema-listing-details: τηλ. 29-335: «Στὸ Λιμάνι» (1062, 604, 1201, 616)
second-run-listing-details: τηλ. 517-310 (Ζεύξις) (1062, 892, 1176, 904)
cinema-listing (1007, 726, 1235, 738)
theatre-listing (1007, 250, 1235, 274)
cinema-listing-title: ΤΙΤΑΝΙΑ (1007, 726, 1052, 738)
